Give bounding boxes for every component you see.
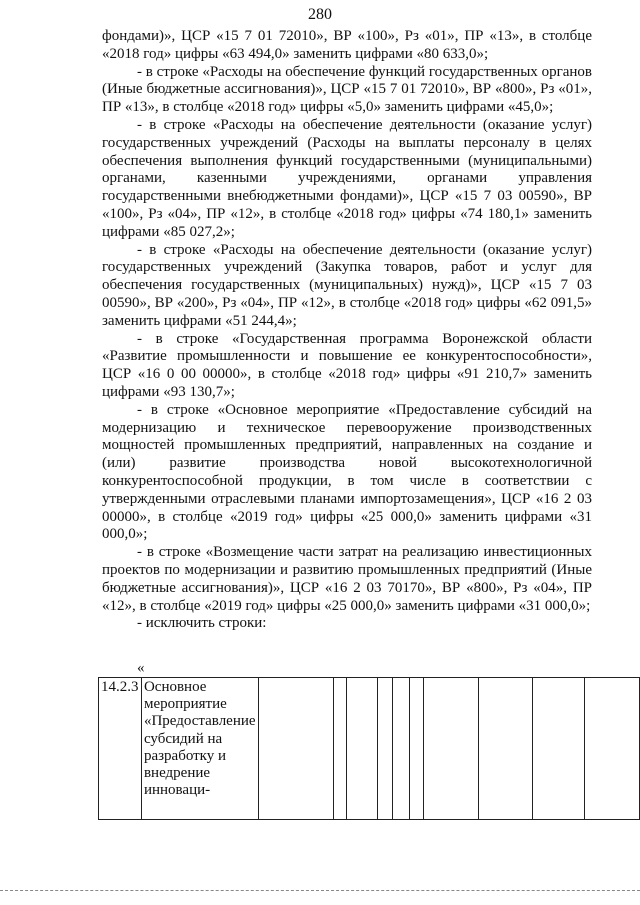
paragraph: - в строке «Основное мероприятие «Предоставление субсидий на модернизацию и техническое перевооружение производственных мощностей промышленных предприятий, направленных на создание и (или) развитие производства новой высокотехнологичной конкурентоспособной продукции, в том числе в соответствии с утвержденными отраслевыми планами импортозамещения», ЦСР «16 2 03 00000», в столбце «2019 год» цифры «25 000,0» заменить цифрами «31 000,0»; (102, 401, 592, 543)
row-name-cell: Основное мероприятие «Предоставление субсидий на разработку и внедрение инноваци- (141, 678, 258, 820)
empty-cell (334, 678, 346, 820)
page-number: 280 (308, 6, 332, 23)
document-body (102, 28, 592, 633)
empty-cell (424, 678, 479, 820)
empty-cell (258, 678, 334, 820)
row-number-cell: 14.2.3 (99, 678, 142, 820)
paragraph: - в строке «Возмещение части затрат на реализацию инвестиционных проектов по модернизации и развитию промышленных предприятий (Иные бюджетные ассигнования)», ЦСР «16 2 03 70170», ВР «800», Рз «04», ПР «12», в столбце «2019 год» цифры «25 000,0» заменить цифрами «31 000,0»; (102, 544, 592, 614)
empty-cell (584, 678, 639, 820)
paragraph: - в строке «Государственная программа Воронежской области «Развитие промышленности и повышение ее конкурентоспособности», ЦСР «16 0 00 00000», в столбце «2018 год» цифры «91 210,7» заменить цифрами «93 130,7»; (102, 330, 592, 400)
empty-cell (533, 678, 584, 820)
empty-cell (346, 678, 378, 820)
opening-quote: « (137, 660, 145, 676)
paragraph: - в строке «Расходы на обеспечение функций государственных органов (Иные бюджетные ассигнования)», ЦСР «15 7 01 72010», ВР «800», Рз «01», ПР «13», в столбце «2018 год» цифры «5,0» заменить цифрами «45,0»; (102, 63, 592, 116)
empty-cell (378, 678, 392, 820)
empty-cell (409, 678, 423, 820)
table-row (99, 678, 640, 820)
paragraph: - в строке «Расходы на обеспечение деятельности (оказание услуг) государственных учреждений (Расходы на выплаты персоналу в целях обеспечения выполнения функций государственными (муниципальными) органами, казенными учреждениями, органами управления государственными внебюджетными фондами)», ЦСР «15 7 03 00590», ВР «100», Рз «04», ПР «12», в столбце «2018 год» цифры «74 180,1» заменить цифрами «85 027,2»; (102, 116, 592, 240)
paragraph: - исключить строки: (137, 615, 267, 632)
page-bottom-divider (0, 890, 640, 891)
excluded-rows-table (98, 677, 640, 820)
empty-cell (479, 678, 533, 820)
paragraph: - в строке «Расходы на обеспечение деятельности (оказание услуг) государственных учреждений (Закупка товаров, работ и услуг для обеспечения государственных (муниципальных) нужд)», ЦСР «15 7 03 00590», ВР «200», Рз «04», ПР «12», в столбце «2018 год» цифры «62 091,5» заменить цифрами «51 244,4»; (102, 241, 592, 329)
empty-cell (392, 678, 409, 820)
paragraph: фондами)», ЦСР «15 7 01 72010», ВР «100», Рз «01», ПР «13», в столбце «2018 год» цифры «63 494,0» заменить цифрами «80 633,0»; (102, 28, 592, 62)
